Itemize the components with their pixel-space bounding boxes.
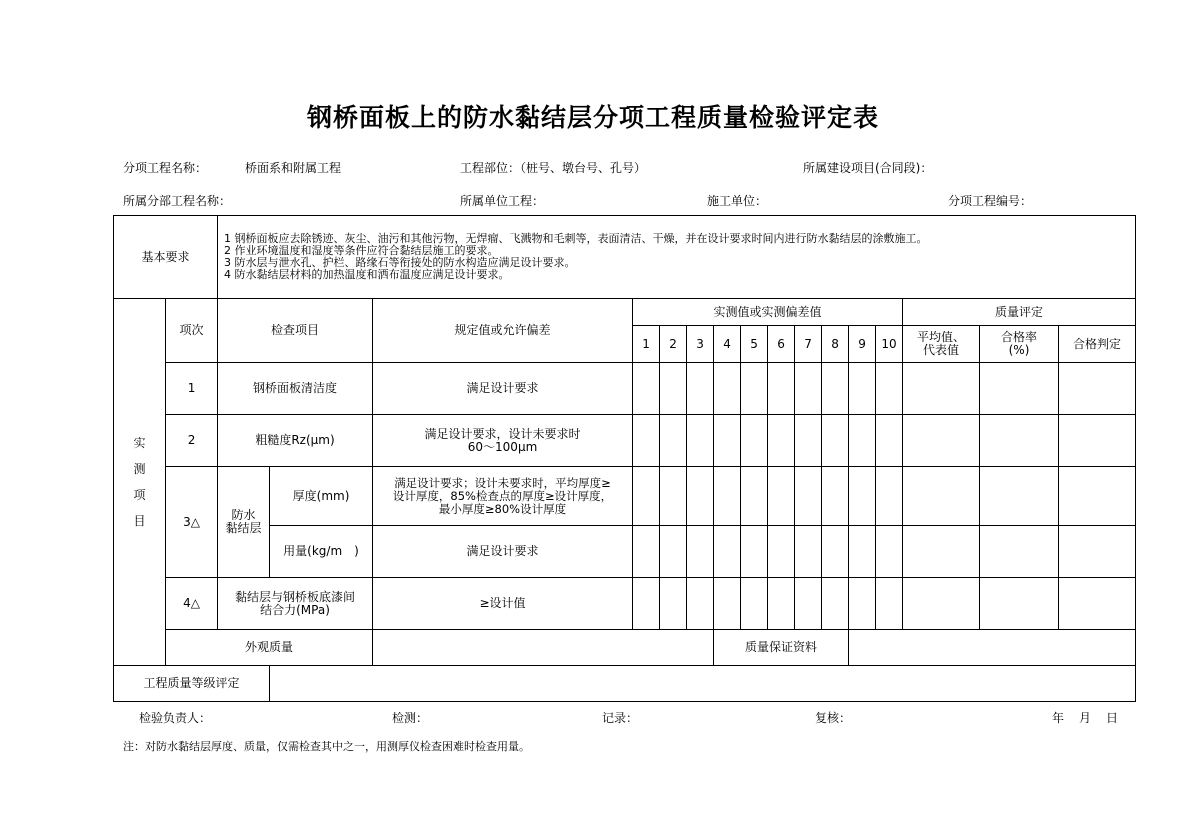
cell[interactable]: [741, 526, 768, 578]
side-char-1: 实: [133, 436, 146, 450]
row-3a-spec: [373, 467, 633, 526]
row-2-item: 粗糙度Rz(μm): [218, 415, 373, 467]
row-3a-spec-line-2: 设计厚度，85%检查点的厚度≥设计厚度，: [392, 488, 613, 503]
row-4-item-line-1: 黏结层与钢桥板底漆间: [235, 589, 356, 604]
cell[interactable]: [714, 578, 741, 630]
footnote: 注：对防水黏结层厚度、质量，仅需检查其中之一，用测厚仪检查困难时检查用量。: [123, 740, 530, 753]
row-3-group-line-1: 防水: [231, 508, 256, 522]
cell[interactable]: [822, 467, 849, 526]
cell[interactable]: [633, 578, 660, 630]
table-row: [114, 578, 1136, 630]
col-quality: 质量评定: [903, 299, 1136, 326]
col-check-item: 检查项目: [218, 299, 373, 363]
contractor-label: 施工单位：: [707, 194, 768, 208]
cell[interactable]: [660, 578, 687, 630]
cell[interactable]: [633, 363, 660, 415]
subitem-name-value: 桥面系和附属工程: [245, 161, 342, 175]
measure-col-8: 8: [822, 326, 849, 363]
tester-label: 检测：: [392, 711, 429, 725]
cell[interactable]: [660, 363, 687, 415]
cell[interactable]: [876, 467, 903, 526]
inspector-label: 检验负责人：: [139, 711, 212, 725]
location-label: 工程部位：（桩号、墩台号、孔号）: [460, 161, 647, 175]
col-pass-rate-line-1: 合格率: [1001, 330, 1038, 344]
row-4-item-line-2: 结合力(MPa): [260, 602, 330, 617]
project-label: 所属建设项目(合同段)：: [803, 161, 933, 175]
cell[interactable]: [980, 363, 1059, 415]
grade-label: 工程质量等级评定: [114, 666, 270, 702]
side-char-2: 测: [133, 462, 146, 476]
cell[interactable]: [633, 526, 660, 578]
cell[interactable]: [980, 578, 1059, 630]
measure-col-1: 1: [633, 326, 660, 363]
cell[interactable]: [714, 526, 741, 578]
table-row: [114, 415, 1136, 467]
cell[interactable]: [714, 415, 741, 467]
side-char-3: 项: [133, 488, 146, 502]
cell[interactable]: [795, 526, 822, 578]
cell[interactable]: [849, 578, 876, 630]
row-1-spec: 满足设计要求: [373, 363, 633, 415]
row-4-no: 4△: [166, 578, 218, 630]
measure-col-7: 7: [795, 326, 822, 363]
cell[interactable]: [714, 363, 741, 415]
col-judgement: 合格判定: [1059, 326, 1136, 363]
month-label: 月: [1079, 711, 1092, 725]
row-3a-item: 厚度(mm): [270, 467, 373, 526]
day-label: 日: [1106, 711, 1119, 725]
cell[interactable]: [903, 363, 980, 415]
cell[interactable]: [660, 526, 687, 578]
measure-col-3: 3: [687, 326, 714, 363]
measure-col-4: 4: [714, 326, 741, 363]
cell[interactable]: [849, 526, 876, 578]
grade-value[interactable]: [270, 666, 1136, 702]
col-spec: 规定值或允许偏差: [373, 299, 633, 363]
year-label: 年: [1052, 711, 1065, 725]
cell[interactable]: [687, 467, 714, 526]
cell[interactable]: [633, 467, 660, 526]
subitem-name-label: 分项工程名称：: [123, 161, 208, 175]
cell[interactable]: [795, 578, 822, 630]
cell[interactable]: [687, 363, 714, 415]
cell[interactable]: [660, 415, 687, 467]
basic-line-1: 1 钢桥面板应去除锈迹、灰尘、油污和其他污物，无焊瘤、飞溅物和毛刺等，表面清洁、干燥，并在设计要求时间内进行防水黏结层的涂敷施工。: [224, 232, 928, 245]
cell[interactable]: [768, 415, 795, 467]
col-pass-rate: [980, 326, 1059, 363]
table-row: [114, 467, 1136, 526]
cell[interactable]: [903, 526, 980, 578]
measured-items-side-label: [114, 299, 166, 666]
cell[interactable]: [980, 467, 1059, 526]
cell[interactable]: [822, 526, 849, 578]
cell[interactable]: [980, 526, 1059, 578]
row-3b-item: 用量(kg/m ): [270, 526, 373, 578]
cell[interactable]: [768, 467, 795, 526]
row-2-spec-line-1: 满足设计要求，设计未要求时: [424, 426, 581, 441]
subitem-no-label: 分项工程编号：: [948, 194, 1033, 208]
cell[interactable]: [795, 415, 822, 467]
row-1-no: 1: [166, 363, 218, 415]
row-3-group-line-2: 黏结层: [225, 521, 262, 535]
cell[interactable]: [687, 526, 714, 578]
recorder-label: 记录：: [602, 711, 639, 725]
cell[interactable]: [822, 363, 849, 415]
cell[interactable]: [795, 467, 822, 526]
cell[interactable]: [795, 363, 822, 415]
cell[interactable]: [768, 363, 795, 415]
measure-col-10: 10: [876, 326, 903, 363]
cell[interactable]: [714, 467, 741, 526]
cell[interactable]: [980, 415, 1059, 467]
side-char-4: 目: [133, 514, 146, 528]
cell[interactable]: [876, 363, 903, 415]
cell[interactable]: [903, 415, 980, 467]
cell[interactable]: [849, 415, 876, 467]
cell[interactable]: [687, 578, 714, 630]
cell[interactable]: [822, 415, 849, 467]
basic-line-3: 3 防水层与泄水孔、护栏、路缘石等衔接处的防水构造应满足设计要求。: [224, 256, 576, 269]
row-1-item: 钢桥面板清洁度: [218, 363, 373, 415]
cell[interactable]: [660, 467, 687, 526]
division-label: 所属分部工程名称：: [123, 194, 232, 208]
cell[interactable]: [741, 578, 768, 630]
table-row: [114, 363, 1136, 415]
cell[interactable]: [849, 467, 876, 526]
row-4-spec: ≥设计值: [373, 578, 633, 630]
col-average-line-2: 代表值: [923, 343, 960, 357]
cell[interactable]: [1059, 467, 1136, 526]
cell[interactable]: [1059, 415, 1136, 467]
cell[interactable]: [1059, 578, 1136, 630]
quality-docs-value[interactable]: [849, 630, 1136, 666]
reviewer-label: 复核：: [815, 711, 852, 725]
row-3b-spec: 满足设计要求: [373, 526, 633, 578]
inspection-table: [113, 215, 1136, 702]
cell[interactable]: [1059, 526, 1136, 578]
row-4-item: [218, 578, 373, 630]
row-2-spec: [373, 415, 633, 467]
cell[interactable]: [903, 578, 980, 630]
cell[interactable]: [768, 578, 795, 630]
quality-docs-label: 质量保证资料: [714, 630, 849, 666]
measure-col-6: 6: [768, 326, 795, 363]
basic-requirements-text: [218, 216, 1136, 299]
row-3a-spec-line-3: 最小厚度≥80%设计厚度: [438, 501, 567, 516]
col-pass-rate-line-2: (%): [1008, 343, 1030, 357]
row-3a-spec-line-1: 满足设计要求；设计未要求时，平均厚度≥: [394, 475, 611, 490]
row-2-spec-line-2: 60～100μm: [467, 439, 538, 454]
col-item-no: 项次: [166, 299, 218, 363]
cell[interactable]: [741, 467, 768, 526]
basic-requirements-label: 基本要求: [114, 216, 218, 299]
col-measured: 实测值或实测偏差值: [633, 299, 903, 326]
cell[interactable]: [633, 415, 660, 467]
cell[interactable]: [849, 363, 876, 415]
row-2-no: 2: [166, 415, 218, 467]
measure-col-2: 2: [660, 326, 687, 363]
row-3-group: [218, 467, 270, 578]
appearance-label: 外观质量: [166, 630, 373, 666]
cell[interactable]: [822, 578, 849, 630]
unit-label: 所属单位工程：: [460, 194, 545, 208]
col-average-line-1: 平均值、: [917, 330, 966, 344]
cell[interactable]: [903, 467, 980, 526]
row-3-no: 3△: [166, 467, 218, 578]
cell[interactable]: [741, 415, 768, 467]
cell[interactable]: [876, 578, 903, 630]
col-average: [903, 326, 980, 363]
basic-line-2: 2 作业环境温度和湿度等条件应符合黏结层施工的要求。: [224, 244, 499, 257]
measure-col-5: 5: [741, 326, 768, 363]
cell[interactable]: [876, 415, 903, 467]
appearance-value[interactable]: [373, 630, 714, 666]
cell[interactable]: [768, 526, 795, 578]
basic-line-4: 4 防水黏结层材料的加热温度和洒布温度应满足设计要求。: [224, 268, 510, 281]
cell[interactable]: [1059, 363, 1136, 415]
cell[interactable]: [741, 363, 768, 415]
measure-col-9: 9: [849, 326, 876, 363]
cell[interactable]: [876, 526, 903, 578]
cell[interactable]: [687, 415, 714, 467]
page-title: 钢桥面板上的防水黏结层分项工程质量检验评定表: [306, 103, 879, 132]
